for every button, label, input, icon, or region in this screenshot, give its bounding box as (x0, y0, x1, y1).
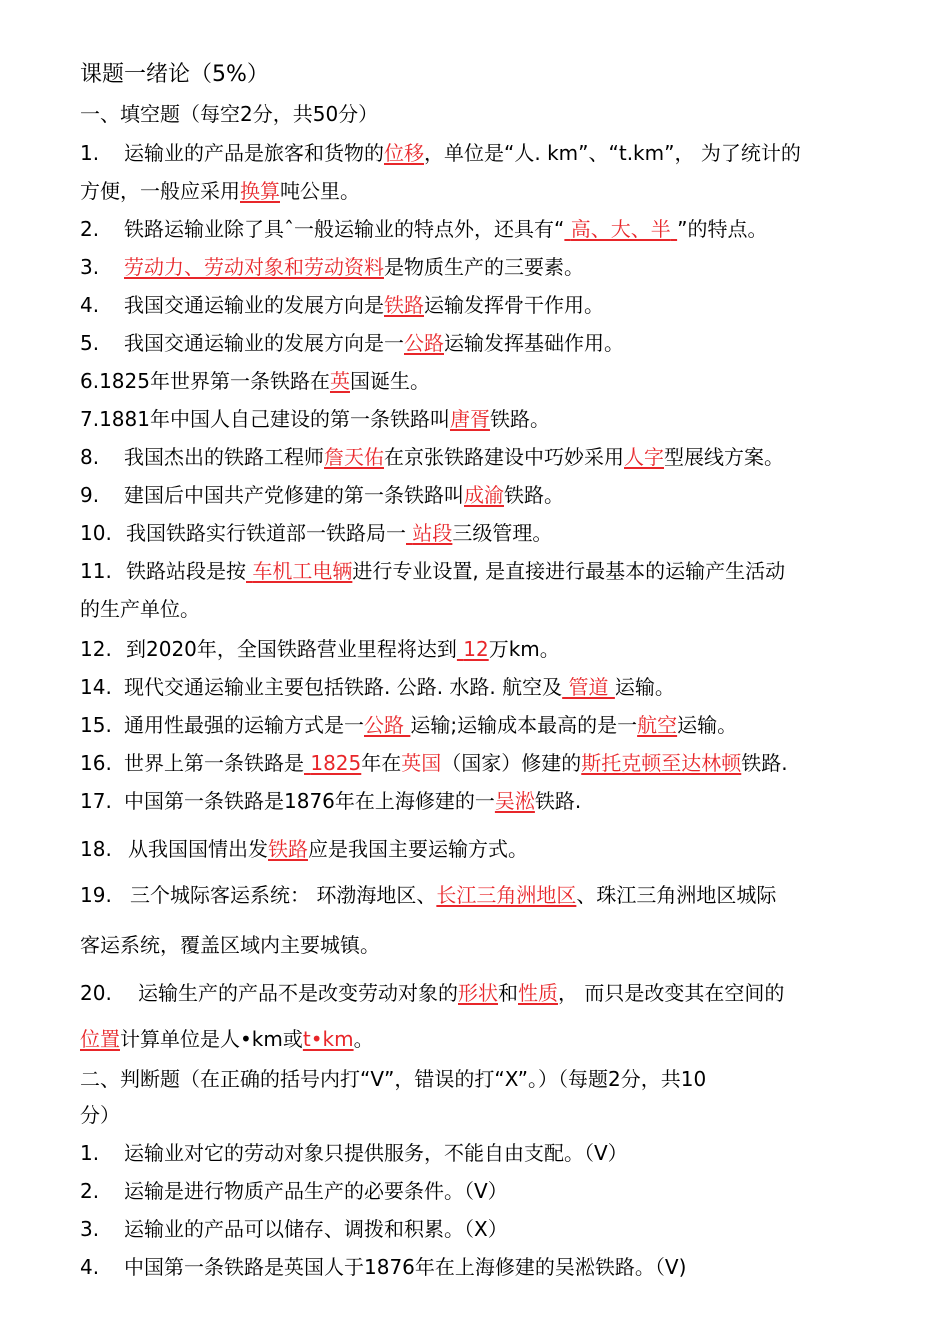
question-10: 10. 我国铁路实行铁道部一铁路局一 站段三级管理。 (80, 521, 553, 545)
answer-10: 站段 (412, 521, 453, 545)
question-9: 9. 建国后中国共产党修建的第一条铁路叫成渝铁路。 (80, 483, 564, 507)
answer-17: 吴淞 (494, 789, 535, 813)
question-20-line2: 位置计算单位是人•km或t•km。 (80, 1027, 374, 1051)
answer-1: 位移 (384, 141, 424, 165)
question-6: 6.1825年世界第一条铁路在英国诞生。 (80, 369, 430, 393)
section2-heading-cont: 分） (80, 1103, 120, 1127)
answer-5: 公路 (404, 331, 444, 355)
judgement-item-3: 3. 运输业的产品可以储存、调拨和积累。（X） (80, 1217, 508, 1241)
question-14: 14. 现代交通运输业主要包括铁路. 公路. 水路. 航空及 管道 运输。 (80, 675, 675, 699)
question-1-line1: 1. 运输业的产品是旅客和货物的位移，单位是“人. km”、“t.km”， 为了统计的 (80, 141, 801, 165)
judgement-item-1: 1. 运输业对它的劳动对象只提供服务，不能自由支配。（V） (80, 1141, 628, 1165)
question-18: 18. 从我国国情出发铁路应是我国主要运输方式。 (80, 837, 528, 861)
question-11-line2: 的生产单位。 (80, 597, 200, 621)
question-7: 7.1881年中国人自己建设的第一条铁路叫唐胥铁路。 (80, 407, 550, 431)
question-19-line1: 19. 三个城际客运系统： 环渤海地区、长江三角洲地区、珠江三角洲地区城际 (80, 883, 777, 907)
question-1-line2: 方便，一般应采用换算吨公里。 (80, 179, 360, 203)
answer-20b: 性质 (518, 981, 558, 1005)
answer-4: 铁路 (384, 293, 424, 317)
answer-18: 铁路 (268, 837, 308, 861)
question-4: 4. 我国交通运输业的发展方向是铁路运输发挥骨干作用。 (80, 293, 604, 317)
question-15: 15. 通用性最强的运输方式是一公路 运输;运输成本最高的是一航空运输。 (80, 713, 738, 737)
question-3: 3. 劳动力、劳动对象和劳动资料是物质生产的三要素。 (80, 255, 584, 279)
answer-7: 唐胥 (449, 407, 490, 431)
question-8: 8. 我国杰出的铁路工程师詹天佑在京张铁路建设中巧妙采用人字型展线方案。 (80, 445, 784, 469)
question-2: 2. 铁路运输业除了具ˆ一般运输业的特点外，还具有“ 高、大、半 ”的特点。 (80, 217, 768, 241)
question-16: 16. 世界上第一条铁路是 1825年在英国（国家）修建的斯托克顿至达林顿铁路. (80, 751, 788, 775)
question-5: 5. 我国交通运输业的发展方向是一公路运输发挥基础作用。 (80, 331, 624, 355)
answer-15b: 航空 (637, 713, 678, 737)
answer-9: 成渝 (464, 483, 504, 507)
answer-8b: 人字 (624, 445, 664, 469)
question-17: 17. 中国第一条铁路是1876年在上海修建的一吴淞铁路. (80, 789, 582, 813)
answer-6: 英 (329, 369, 350, 393)
page-title: 课题一绪论（5%） (80, 62, 269, 87)
answer-20c: 位置 (80, 1027, 120, 1051)
answer-15a: 公路 (364, 713, 404, 737)
judgement-item-4: 4. 中国第一条铁路是英国人于1876年在上海修建的吴淞铁路。（V) (80, 1255, 687, 1279)
answer-19: 长江三角洲地区 (436, 883, 577, 907)
question-11-line1: 11. 铁路站段是按 车机工电辆进行专业设置, 是直接进行最基本的运输产生活动 (80, 559, 786, 583)
answer-16c: 斯托克顿至达林顿 (581, 751, 742, 775)
answer-11: 车机工电辆 (252, 559, 353, 583)
answer-12: 12 (463, 637, 489, 661)
answer-2: 高、大、半 (570, 217, 671, 241)
answer-3: 劳动力、劳动对象和劳动资料 (124, 255, 384, 279)
question-20-line1: 20. 运输生产的产品不是改变劳动对象的形状和性质， 而只是改变其在空间的 (80, 981, 785, 1005)
answer-1b: 换算 (240, 179, 280, 203)
section1-heading: 一、填空题（每空2分，共50分） (80, 102, 379, 126)
answer-16a: 1825 (310, 751, 362, 775)
section2-heading: 二、判断题（在正确的括号内打“V”，错误的打“X”。）（每题2分，共10 (80, 1067, 707, 1091)
judgement-item-2: 2. 运输是进行物质产品生产的必要条件。（V） (80, 1179, 508, 1203)
answer-20d: t•km (302, 1027, 354, 1051)
answer-8a: 詹天佑 (324, 445, 384, 469)
question-12: 12. 到2020年，全国铁路营业里程将达到 12万km。 (80, 637, 560, 661)
answer-20a: 形状 (458, 981, 498, 1005)
answer-14: 管道 (568, 675, 609, 699)
question-19-line2: 客运系统，覆盖区域内主要城镇。 (80, 933, 380, 957)
answer-16b: 英国 (401, 751, 442, 775)
